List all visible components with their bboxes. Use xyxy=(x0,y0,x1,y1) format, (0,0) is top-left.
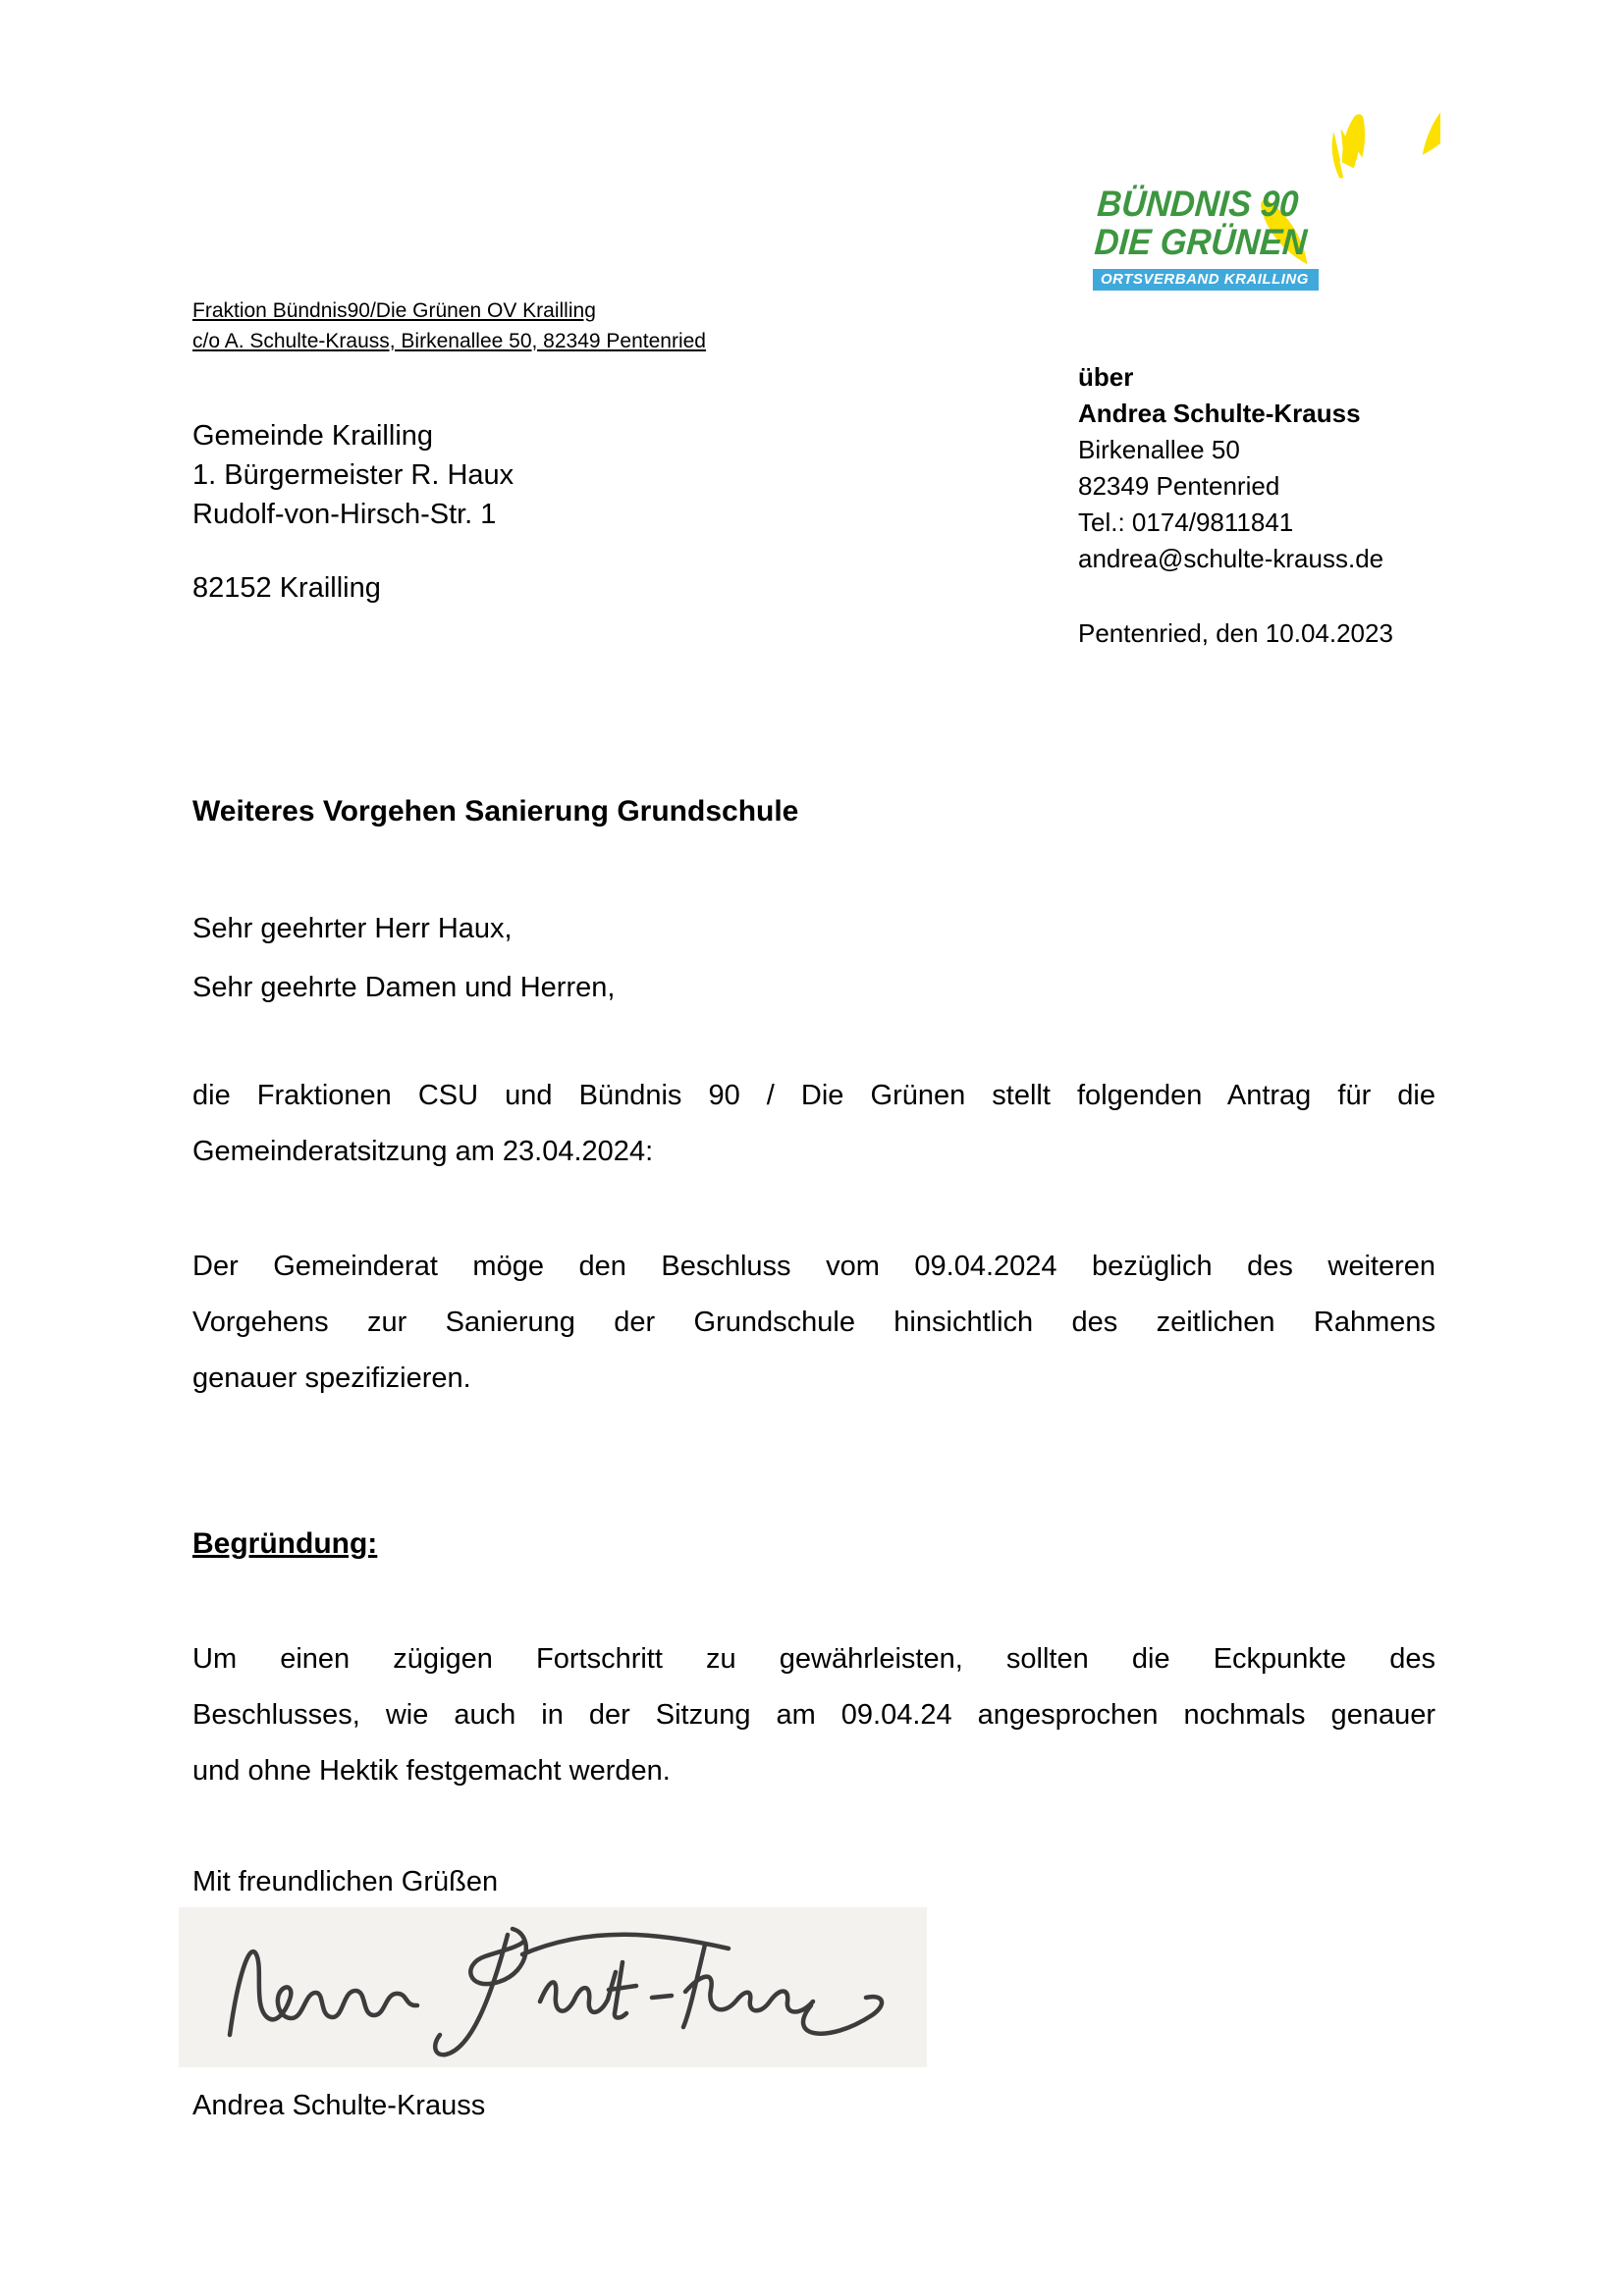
paragraph-line: die Fraktionen CSU und Bündnis 90 / Die Grünen stellt folgenden Antrag für die xyxy=(192,1080,1435,1111)
contact-phone: Tel.: 0174/9811841 xyxy=(1078,507,1294,537)
contact-city: 82349 Pentenried xyxy=(1078,471,1280,501)
paragraph-line: Um einen zügigen Fortschritt zu gewährleisten, sollten die Eckpunkte des xyxy=(192,1643,1435,1675)
logo-banner: ORTSVERBAND KRAILLING xyxy=(1093,269,1319,291)
paragraph-line: und ohne Hektik festgemacht werden. xyxy=(192,1755,671,1787)
recipient-line: 1. Bürgermeister R. Haux xyxy=(192,459,514,491)
paragraph-line: Beschlusses, wie auch in der Sitzung am 09.04.24 angesprochen nochmals genauer xyxy=(192,1699,1435,1731)
party-logo xyxy=(1085,86,1448,307)
subject-line: Weiteres Vorgehen Sanierung Grundschule xyxy=(192,795,799,828)
contact-name: Andrea Schulte-Krauss xyxy=(1078,399,1361,428)
recipient-line: 82152 Krailling xyxy=(192,572,381,604)
paragraph-line: Vorgehens zur Sanierung der Grundschule hinsichtlich des zeitlichen Rahmens xyxy=(192,1307,1435,1338)
contact-via: über xyxy=(1078,362,1134,392)
begruendung-heading: Begründung: xyxy=(192,1527,378,1560)
sender-return-address xyxy=(192,295,706,356)
signatory-name: Andrea Schulte-Krauss xyxy=(192,2090,486,2121)
contact-street: Birkenallee 50 xyxy=(1078,435,1240,464)
contact-email: andrea@schulte-krauss.de xyxy=(1078,544,1384,573)
paragraph-begruendung-text xyxy=(192,1631,1435,1799)
salutation-line-2: Sehr geehrte Damen und Herren, xyxy=(192,972,616,1003)
sender-line-2: c/o A. Schulte-Krauss, Birkenallee 50, 82349 Pentenried xyxy=(192,330,706,352)
closing-greeting: Mit freundlichen Grüßen xyxy=(192,1866,499,1897)
signature-image xyxy=(179,1907,927,2067)
paragraph-antrag-intro xyxy=(192,1068,1435,1180)
recipient-line: Rudolf-von-Hirsch-Str. 1 xyxy=(192,499,497,530)
recipient-address xyxy=(192,416,514,608)
handwritten-signature-icon xyxy=(179,1907,927,2067)
paragraph-line: Der Gemeinderat möge den Beschluss vom 09.04.2024 bezüglich des weiteren xyxy=(192,1251,1435,1282)
date-line: Pentenried, den 10.04.2023 xyxy=(1078,618,1393,648)
recipient-line: Gemeinde Krailling xyxy=(192,420,434,452)
paragraph-line: Gemeinderatsitzung am 23.04.2024: xyxy=(192,1136,654,1167)
logo-line-1: BÜNDNIS 90 xyxy=(1096,184,1300,224)
sender-line-1: Fraktion Bündnis90/Die Grünen OV Krailling xyxy=(192,299,596,322)
logo-line-2: DIE GRÜNEN xyxy=(1093,222,1309,262)
paragraph-line: genauer spezifizieren. xyxy=(192,1362,471,1394)
paragraph-antrag-text xyxy=(192,1239,1435,1407)
salutation xyxy=(192,899,615,1017)
salutation-line-1: Sehr geehrter Herr Haux, xyxy=(192,913,513,944)
contact-block xyxy=(1078,359,1383,577)
